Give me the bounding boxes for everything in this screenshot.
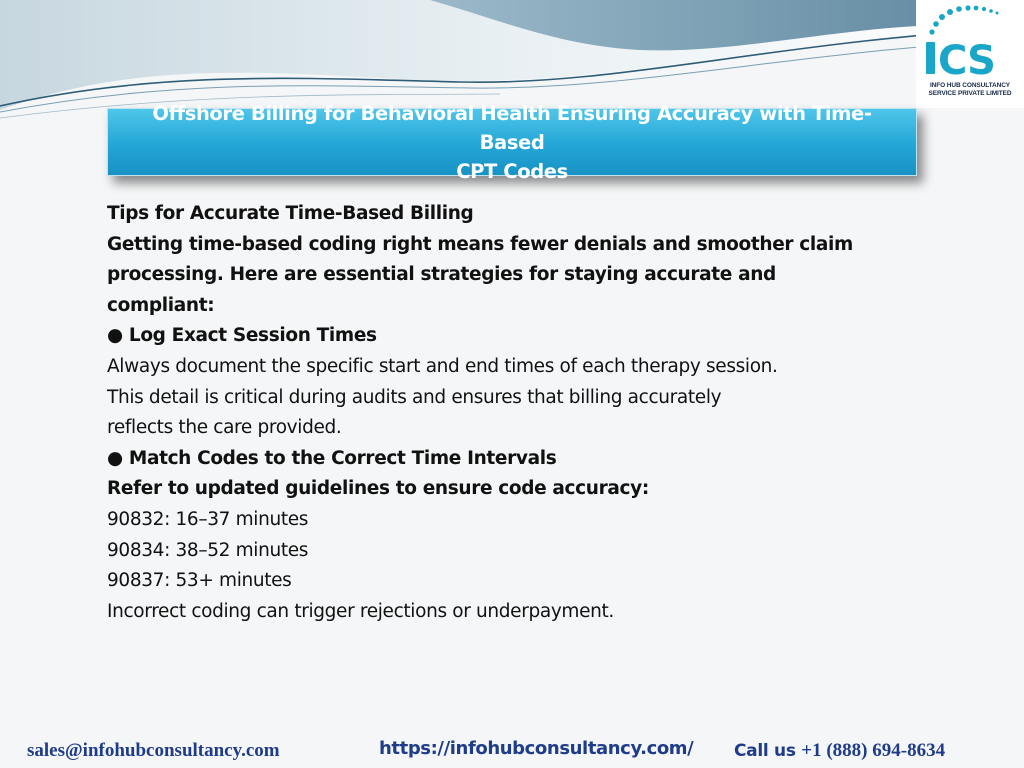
intro-text: compliant: xyxy=(107,294,215,316)
logo-subtitle xyxy=(920,82,1020,98)
page-title xyxy=(122,99,902,186)
footer-phone[interactable] xyxy=(734,740,945,762)
phone-prefix: Call us xyxy=(734,741,796,761)
logo-subtitle-line: INFO HUB CONSULTANCY xyxy=(929,82,1011,89)
body-text: Always document the specific start and end times of each therapy session. xyxy=(107,355,778,377)
section-heading: Tips for Accurate Time-Based Billing xyxy=(107,203,474,224)
footer-email-link[interactable]: sales@infohubconsultancy.com xyxy=(27,740,280,761)
svg-text:CS: CS xyxy=(938,38,995,82)
logo-subtitle-line: SERVICE PRIVATE LIMITED xyxy=(928,90,1012,97)
title-banner xyxy=(107,101,917,183)
footer-website-link[interactable]: https://infohubconsultancy.com/ xyxy=(379,738,694,759)
code-range-item: 90832: 16–37 minutes xyxy=(107,508,309,530)
body-text: This detail is critical during audits and ensures that billing accurately xyxy=(107,386,722,408)
company-logo xyxy=(916,0,1024,108)
guideline-intro: Refer to updated guidelines to ensure code accuracy: xyxy=(107,478,649,500)
code-range-item: 90837: 53+ minutes xyxy=(107,570,292,592)
body-text: Incorrect coding can trigger rejections or underpayment. xyxy=(107,600,614,622)
phone-number: +1 (888) 694-8634 xyxy=(801,740,946,761)
title-line: Offshore Billing for Behavioral Health Ensuring Accuracy with Time-Based xyxy=(152,101,872,154)
bullet-heading: ● Log Exact Session Times xyxy=(107,325,377,347)
title-line: CPT Codes xyxy=(456,159,568,183)
body-text: reflects the care provided. xyxy=(107,417,342,439)
bullet-heading: ● Match Codes to the Correct Time Intervals xyxy=(107,447,557,469)
intro-text: Getting time-based coding right means fewer denials and smoother claim xyxy=(107,233,853,255)
code-range-item: 90834: 38–52 minutes xyxy=(107,539,309,561)
intro-text: processing. Here are essential strategies for staying accurate and xyxy=(107,264,776,286)
body-content xyxy=(107,199,907,627)
